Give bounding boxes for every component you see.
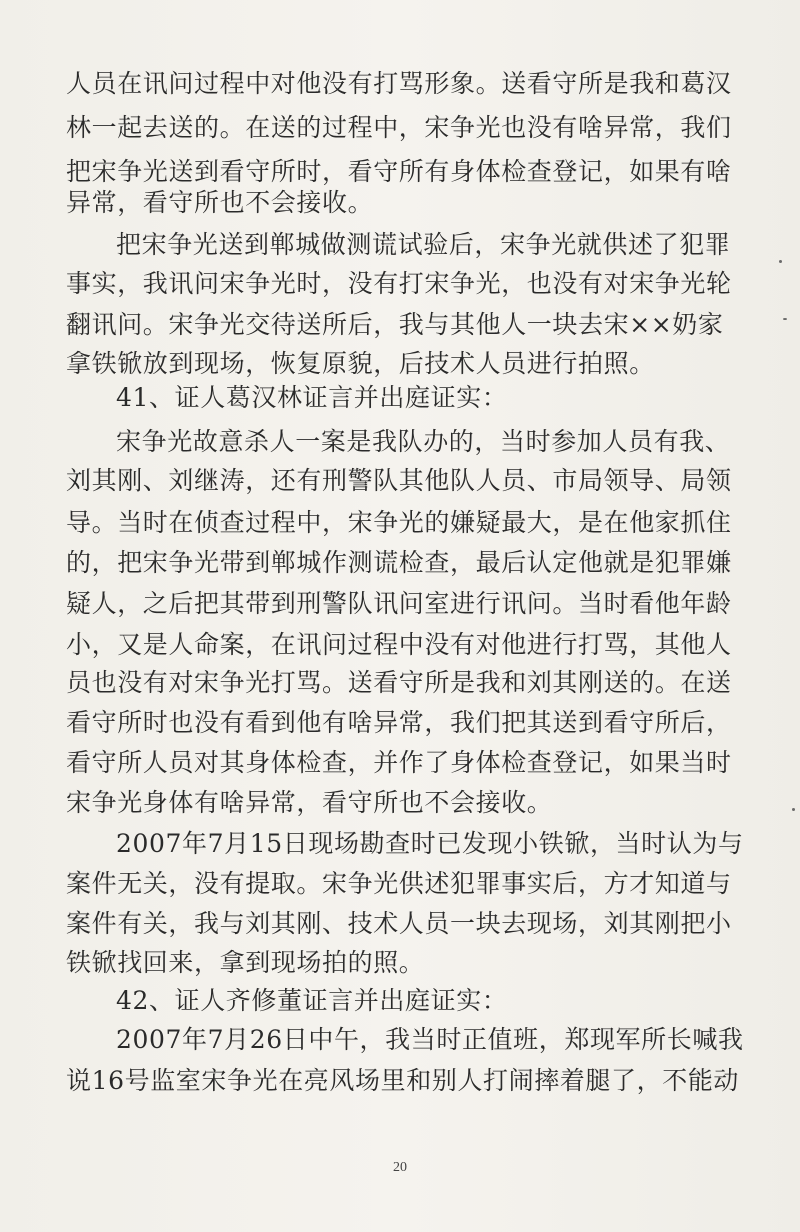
text-line: 的，把宋争光带到郸城作测谎检查，最后认定他就是犯罪嫌	[66, 548, 732, 577]
text-line: 刘其刚、刘继涛，还有刑警队其他队人员、市局领导、局领	[66, 466, 732, 495]
section-heading-41: 41、证人葛汉林证言并出庭证实：	[116, 383, 508, 412]
page-number: 20	[393, 1160, 407, 1175]
text-line: 导。当时在侦查过程中，宋争光的嫌疑最大，是在他家抓住	[66, 508, 732, 537]
text-line: 看守所人员对其身体检查，并作了身体检查登记，如果当时	[66, 748, 732, 777]
text-line: 看守所时也没有看到他有啥异常，我们把其送到看守所后，	[66, 708, 732, 737]
text-line: 说16号监室宋争光在亮风场里和别人打闹摔着腿了，不能动	[66, 1066, 740, 1095]
text-line: 拿铁锨放到现场，恢复原貌，后技术人员进行拍照。	[66, 349, 655, 378]
text-line: 铁锨找回来，拿到现场拍的照。	[66, 948, 425, 977]
text-line: 宋争光故意杀人一案是我队办的，当时参加人员有我、	[116, 427, 731, 456]
scan-speck	[783, 318, 787, 320]
text-line: 人员在讯问过程中对他没有打骂形象。送看守所是我和葛汉	[66, 69, 732, 98]
text-line: 2007年7月15日现场勘查时已发现小铁锨，当时认为与	[116, 829, 744, 858]
text-line: 员也没有对宋争光打骂。送看守所是我和刘其刚送的。在送	[66, 668, 732, 697]
text-line: 小，又是人命案，在讯问过程中没有对他进行打骂，其他人	[66, 630, 732, 659]
scan-speck	[779, 260, 782, 263]
text-line: 把宋争光送到看守所时，看守所有身体检查登记，如果有啥	[66, 157, 732, 186]
text-line: 翻讯问。宋争光交待送所后，我与其他人一块去宋××奶家	[66, 310, 724, 339]
text-line: 疑人，之后把其带到刑警队讯问室进行讯问。当时看他年龄	[66, 589, 732, 618]
text-line: 2007年7月26日中午，我当时正值班，郑现军所长喊我	[116, 1025, 744, 1054]
text-line: 事实，我讯问宋争光时，没有打宋争光，也没有对宋争光轮	[66, 269, 732, 298]
text-line: 案件无关，没有提取。宋争光供述犯罪事实后，方才知道与	[66, 869, 732, 898]
section-heading-42: 42、证人齐修董证言并出庭证实：	[116, 986, 508, 1015]
text-line: 异常，看守所也不会接收。	[66, 188, 374, 217]
text-line: 把宋争光送到郸城做测谎试验后，宋争光就供述了犯罪	[116, 230, 731, 259]
scan-speck	[792, 808, 795, 811]
text-line: 案件有关，我与刘其刚、技术人员一块去现场，刘其刚把小	[66, 909, 732, 938]
text-line: 宋争光身体有啥异常，看守所也不会接收。	[66, 788, 553, 817]
text-line: 林一起去送的。在送的过程中，宋争光也没有啥异常，我们	[66, 113, 732, 142]
